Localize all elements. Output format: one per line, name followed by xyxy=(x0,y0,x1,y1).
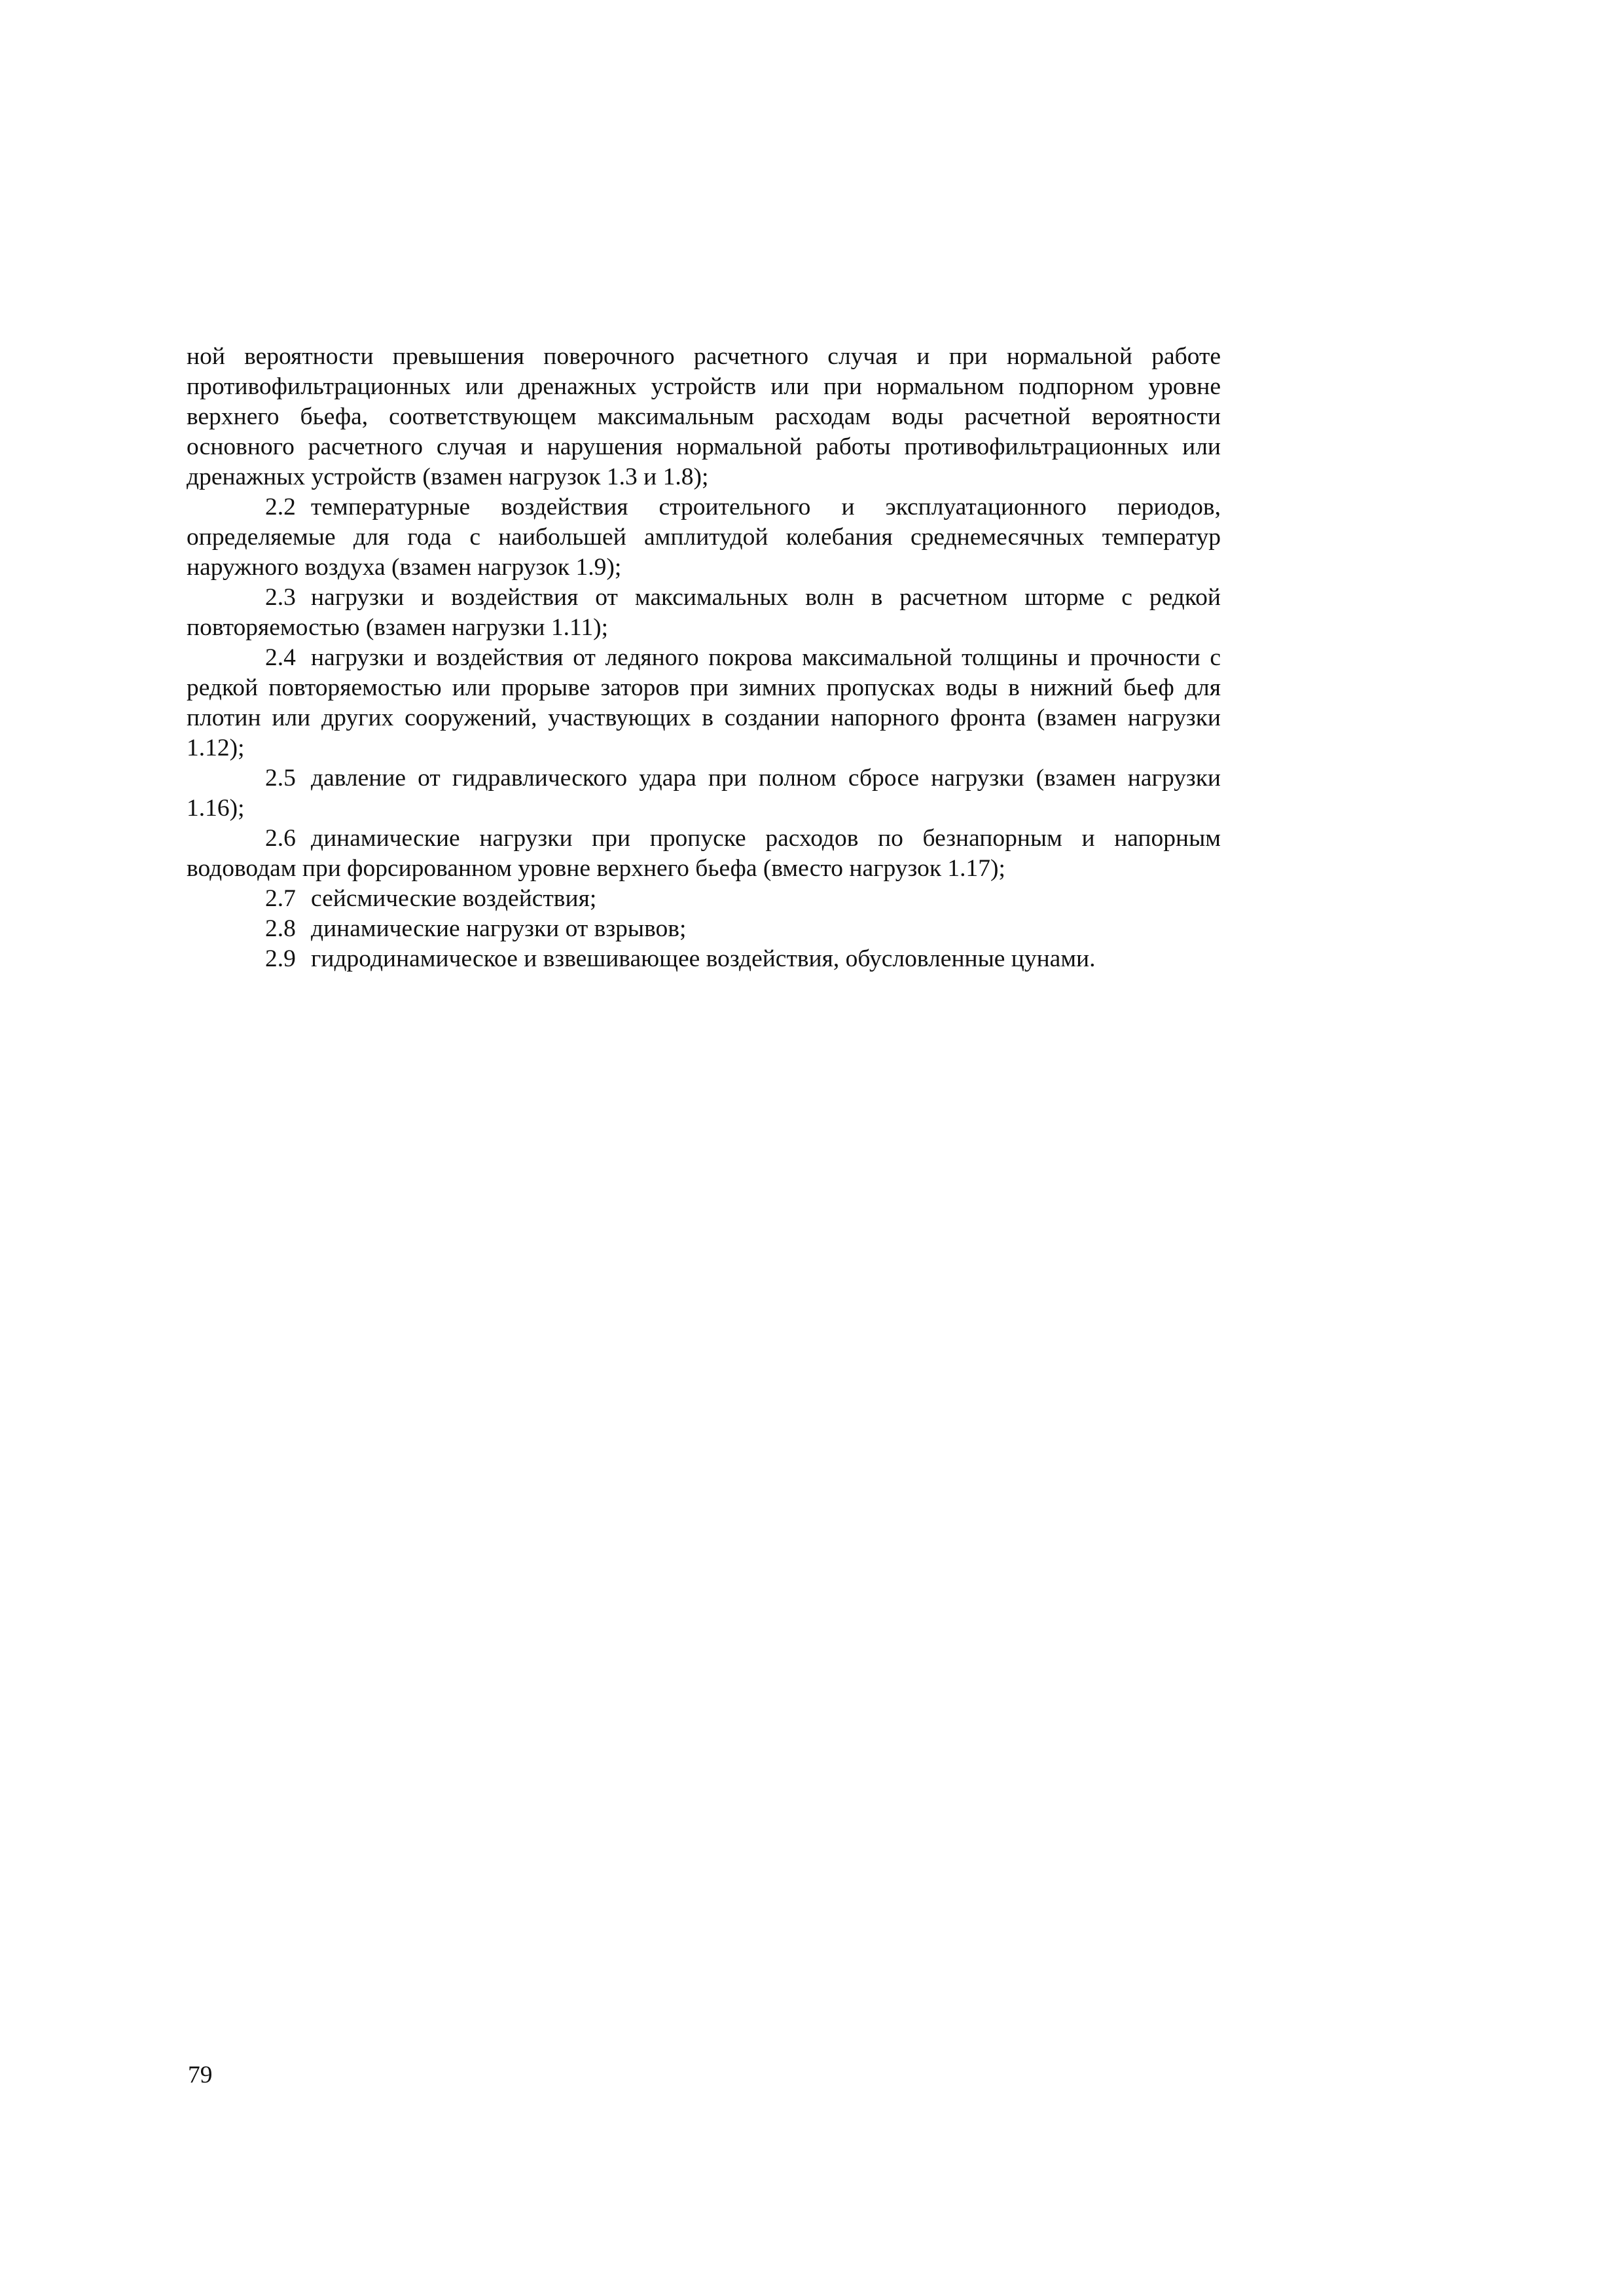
page-number: 79 xyxy=(188,2062,213,2088)
item-number: 2.9 xyxy=(265,945,296,972)
continuation-paragraph: ной вероятности превышения поверочного расчетного случая и при нормальной работе противофильтрационных или дренажных устройств или при нормальном подпорном уровне верхнего бьефа, соответствующем максимальным расходам воды расчетной вероятности основного расчетного случая и нарушения нормальной работы противофильтрационных или дренажных устройств (взамен нагрузок 1.3 и 1.8); xyxy=(187,343,1221,490)
body-text xyxy=(187,342,1221,974)
list-item xyxy=(187,583,1221,643)
list-item xyxy=(187,914,1221,944)
item-number: 2.7 xyxy=(265,885,296,912)
item-text: нагрузки и воздействия от ледяного покрова максимальной толщины и прочности с редкой повторяемостью или прорыве заторов при зимних пропусках воды в нижний бьеф для плотин или других сооружений, участвующих в создании напорного фронта (взамен нагрузки 1.12); xyxy=(187,644,1221,761)
item-text: давление от гидравлического удара при полном сбросе нагрузки (взамен нагрузки 1.16); xyxy=(187,765,1221,822)
list-item xyxy=(187,763,1221,824)
list-item xyxy=(187,944,1221,974)
item-text: гидродинамическое и взвешивающее воздействия, обусловленные цунами. xyxy=(311,945,1096,972)
item-text: нагрузки и воздействия от максимальных волн в расчетном шторме с редкой повторяемостью (взамен нагрузки 1.11); xyxy=(187,584,1221,641)
list-item xyxy=(187,824,1221,884)
list-item xyxy=(187,884,1221,914)
item-number: 2.4 xyxy=(265,644,296,671)
item-number: 2.2 xyxy=(265,494,296,520)
list-item xyxy=(187,492,1221,583)
item-number: 2.8 xyxy=(265,915,296,942)
item-number: 2.5 xyxy=(265,765,296,792)
item-number: 2.3 xyxy=(265,584,296,611)
list-item xyxy=(187,643,1221,763)
item-text: динамические нагрузки от взрывов; xyxy=(311,915,687,942)
item-text: температурные воздействия строительного и эксплуатационного периодов, определяемые для года с наибольшей амплитудой колебания среднемесячных температур наружного воздуха (взамен нагрузок 1.9); xyxy=(187,494,1221,581)
item-text: сейсмические воздействия; xyxy=(311,885,597,912)
item-text: динамические нагрузки при пропуске расходов по безнапорным и напорным водоводам при форсированном уровне верхнего бьефа (вместо нагрузок 1.17); xyxy=(187,825,1221,882)
item-number: 2.6 xyxy=(265,825,296,852)
